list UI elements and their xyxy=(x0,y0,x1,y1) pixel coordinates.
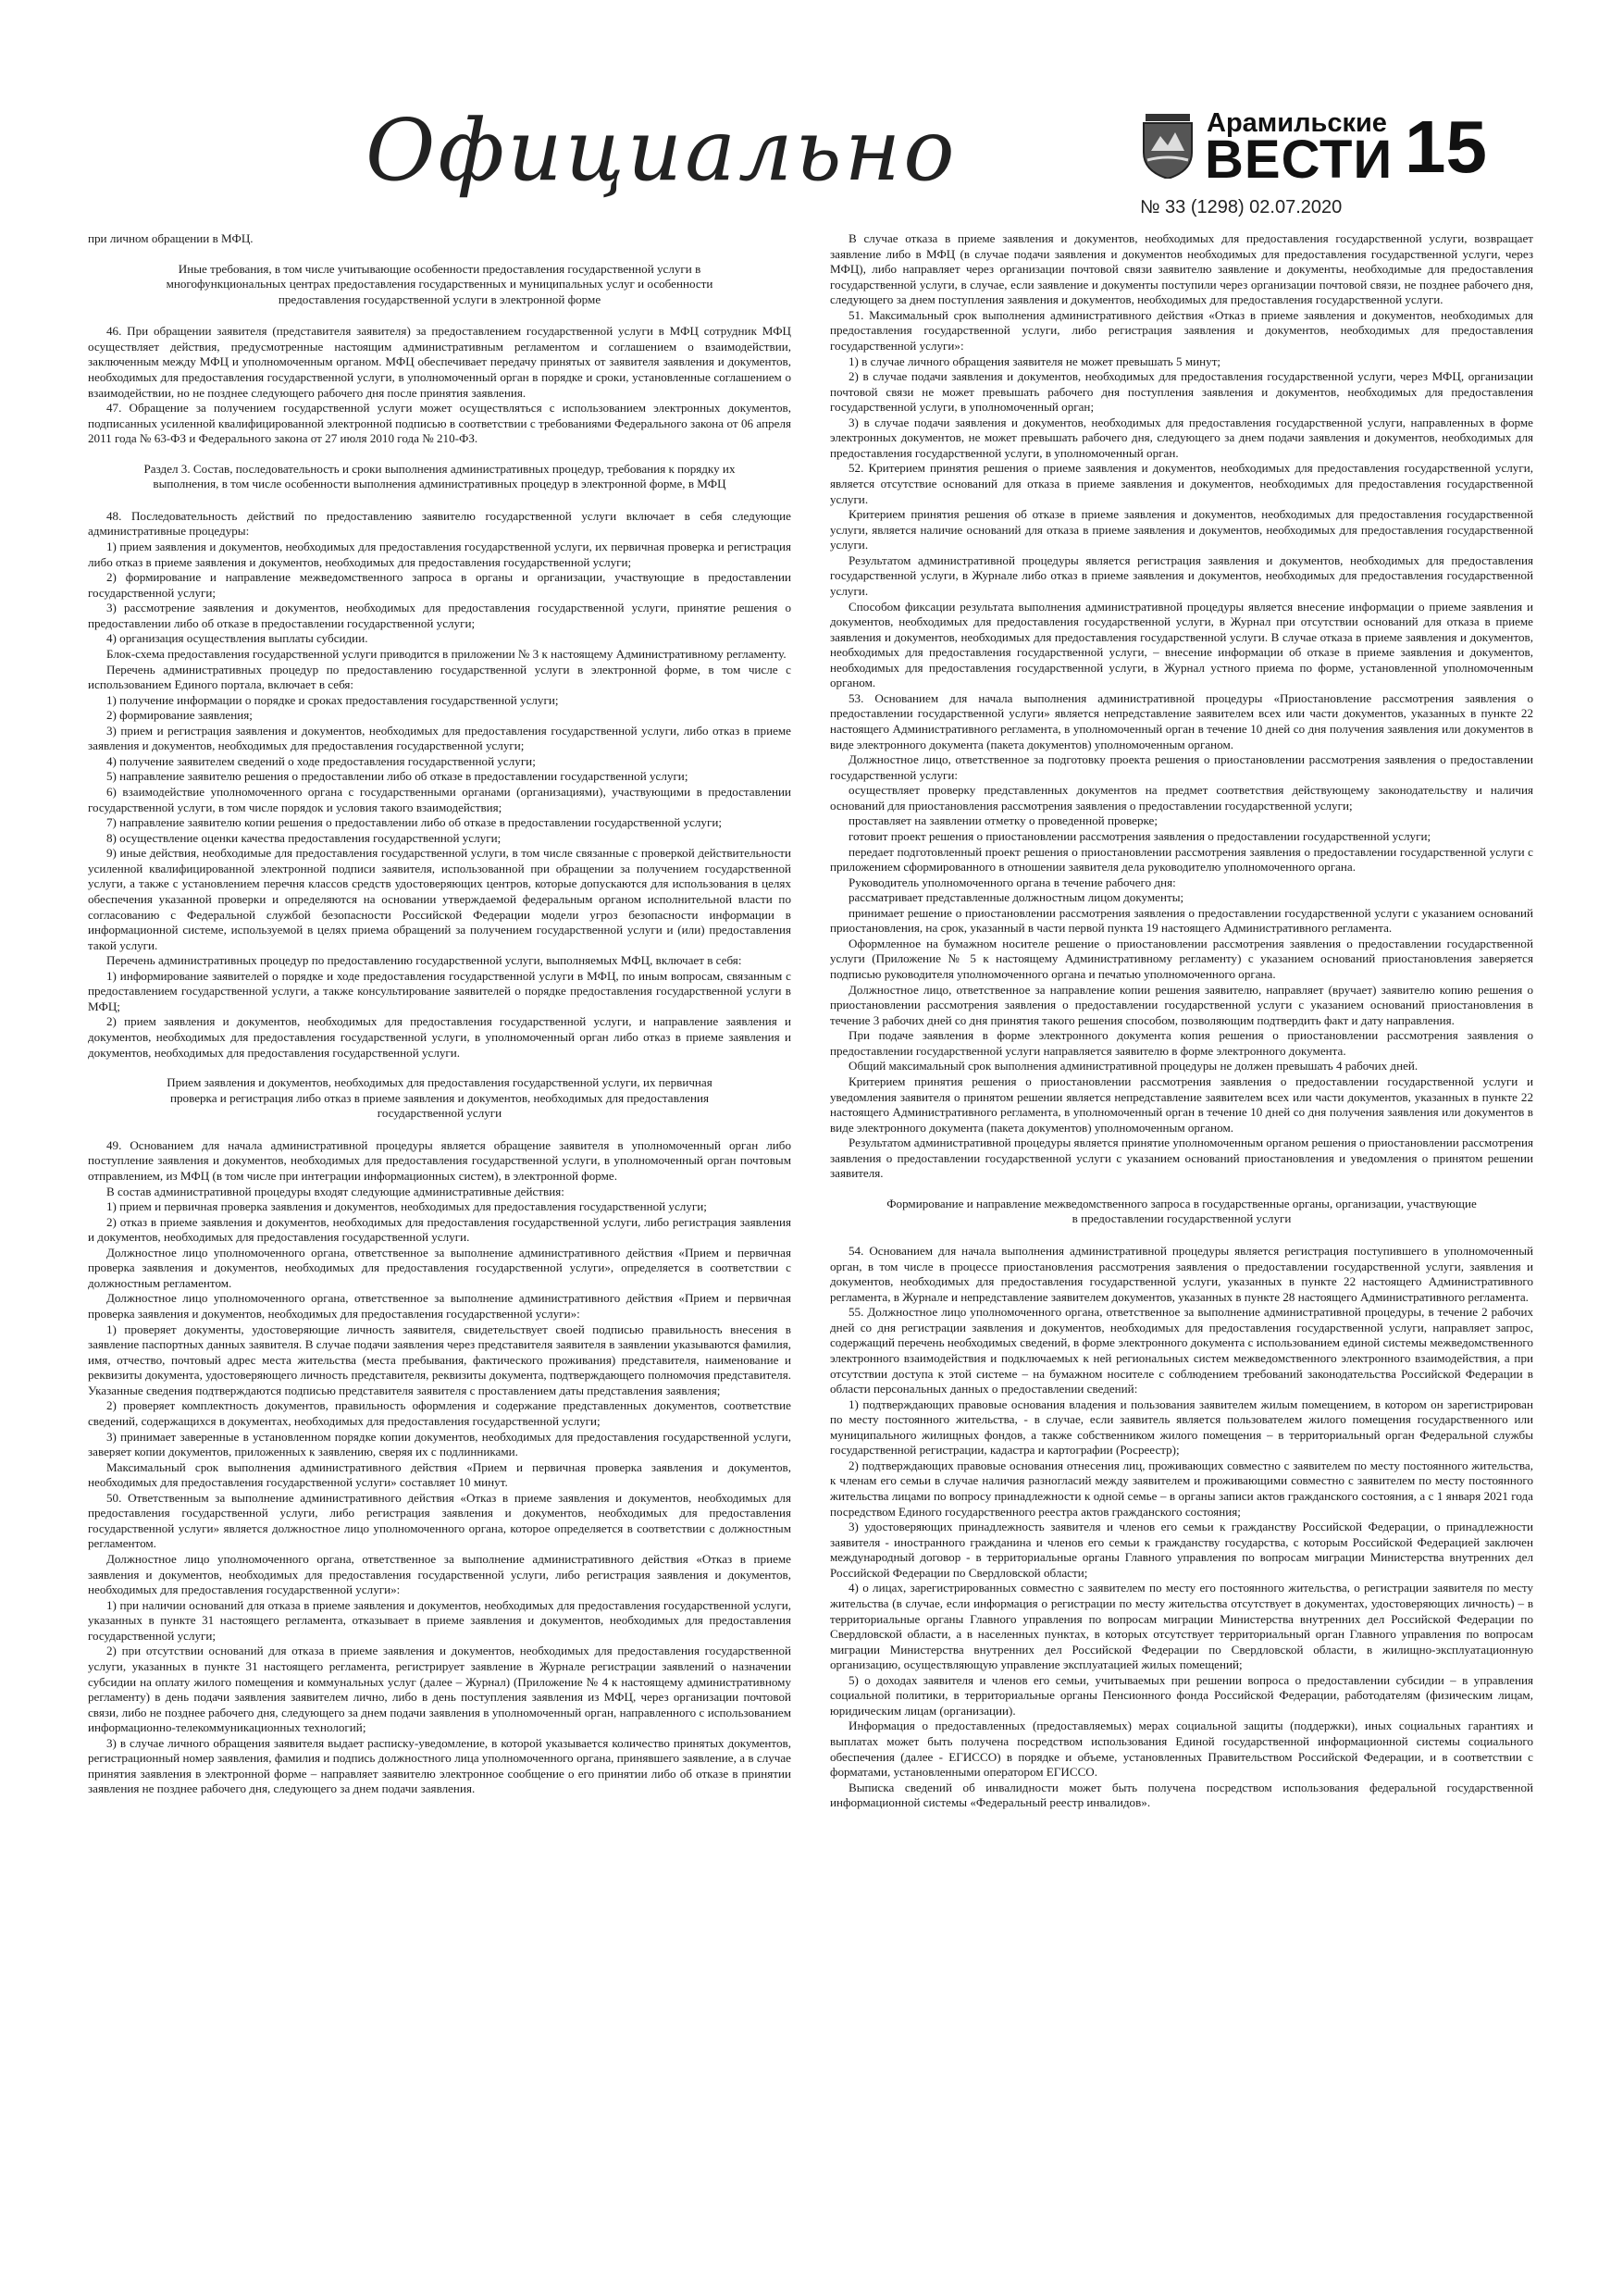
paragraph: 2) в случае подачи заявления и документов, необходимых для предоставления государственной услуги, через МФЦ, организации почтовой связи не может превышать рабочего дня поступления заявления и документов, необходимых для предоставления государственной услуги, в уполномоченный орган; xyxy=(830,369,1533,415)
section-heading: Прием заявления и документов, необходимых для предоставления государственной услуги, их первичная проверка и регистрация либо отказ в приеме заявления и документов, необходимых для предоставления государственной услуги xyxy=(167,1075,712,1121)
paragraph: 49. Основанием для начала административной процедуры является обращение заявителя в уполномоченный орган либо поступление заявления и документов, необходимых для предоставления государственной услуги, в уполномоченный орган почтовым отправлением, из МФЦ (в том числе при интеграции информационных систем), в электронной форме. xyxy=(88,1137,791,1183)
paragraph: 52. Критерием принятия решения о приеме заявления и документов, необходимых для предоставления государственной услуги, является отсутствие оснований для отказа в приеме заявления и документов, необходимых для предоставления государственной услуги. xyxy=(830,461,1533,506)
paragraph: 4) организация осуществления выплаты субсидии. xyxy=(106,631,368,646)
paragraph: Блок-схема предоставления государственной услуги приводится в приложении № 3 к настоящему Административному регламенту. xyxy=(106,646,787,661)
paragraph: 53. Основанием для начала выполнения административной процедуры «Приостановление рассмотрения заявления о предоставлении государственной услуги» является непредставление заявителем всех или части документов, указанных в пункте 22 настоящего Административного регламента, в уполномоченный орган в течение 10 дней со дня получения заявления или документов в виде электронного документа (пакета документов) уполномоченным органом. xyxy=(830,690,1533,751)
paragraph: 6) взаимодействие уполномоченного органа с государственными органами (организациями), участвующими в предоставлении государственной услуги, в том числе порядок и условия такого взаимодействия; xyxy=(88,785,791,814)
paragraph: передает подготовленный проект решения о приостановлении рассмотрения заявления о предоставлении государственной услуги с приложением сформированного в отношении заявителя дела руководителю уполномоченного органа. xyxy=(830,844,1533,875)
page-number: 15 xyxy=(1405,105,1487,188)
issue-number-date: № 33 (1298) 02.07.2020 xyxy=(1140,197,1343,217)
paragraph: 3) в случае подачи заявления и документов, необходимых для предоставления государственной услуги, направленных в форме электронных документов, не может превышать рабочего дня, следующего за днем подачи заявления и документов, необходимых для предоставления государственной услуги, в уполномоченный орган. xyxy=(830,415,1533,460)
paragraph: Результатом административной процедуры является регистрация заявления и документов, необходимых для предоставления государственной услуги, в Журнале либо отказ в приеме заявления и документов, необходимых для предоставления государственной услуги. xyxy=(830,552,1533,598)
paragraph: 2) подтверждающих правовые основания отнесения лиц, проживающих совместно с заявителем по месту постоянного жительства, к членам его семьи в случае наличия разногласий между заявителем и проживающими совместно с заявителем по месту постоянного жительства лицами по вопросу принадлежности к одной семье – в органы записи актов гражданского состояния, а с 1 января 2021 года посредством Единого государственного реестра актов гражданского состояния; xyxy=(830,1458,1533,1519)
paragraph: Должностное лицо уполномоченного органа, ответственное за выполнение административного действия «Прием и первичная проверка заявления и документов, необходимых для предоставления государственной услуги», определяется в соответствии с должностным регламентом. xyxy=(88,1245,791,1290)
paragraph: 3) в случае личного обращения заявителя выдает расписку-уведомление, в которой указывается количество принятых документов, регистрационный номер заявления, фамилия и подпись должностного лица уполномоченного органа, принявшего заявление, а в случае принятия заявления в электронной форме – направляет заявителю электронное сообщение о его принятии либо об отказе в принятии заявления не позднее рабочего дня, следующего за днем подачи заявления. xyxy=(88,1735,791,1796)
paragraph: 48. Последовательность действий по предоставлению заявителю государственной услуги включает в себя следующие административные процедуры: xyxy=(88,508,791,539)
section-heading: Иные требования, в том числе учитывающие особенности предоставления государственной услуги в многофункциональных центрах предоставления государственных и муниципальных услуг и особенности предоставления государственной услуги в электронной форме xyxy=(166,261,713,306)
paragraph: 46. При обращении заявителя (представителя заявителя) за предоставлением государственной услуги в МФЦ сотрудник МФЦ осуществляет действия, предусмотренные настоящим административным регламентом и соглашением о взаимодействии, заключенным между МФЦ и уполномоченным органом. МФЦ обеспечивает передачу принятых от заявителя заявления и документов, необходимых для предоставления государственной услуги, в уполномоченный орган в порядке и сроки, установленные соглашением о взаимодействии, но не позднее следующего рабочего дня после принятия заявления. xyxy=(88,324,791,400)
paragraph: 1) получение информации о порядке и сроках предоставления государственной услуги; xyxy=(106,692,559,707)
right-column xyxy=(830,231,1533,1811)
paragraph: Критерием принятия решения о приостановлении рассмотрения заявления о предоставлении государственной услуги и уведомления заявителя о принятом решении является непредставление заявителем всех или части документов, указанных в пункте 22 настоящего Административного регламента, в уполномоченный орган в течение 10 дней со дня получения заявления или документов в виде электронного документа (пакета документов) уполномоченным органом. xyxy=(830,1074,1533,1135)
paragraph: 1) прием заявления и документов, необходимых для предоставления государственной услуги, их первичная проверка и регистрация либо отказ в приеме заявления и документов, необходимых для предоставления государственной услуги; xyxy=(88,540,791,569)
paragraph: 50. Ответственным за выполнение административного действия «Отказ в приеме заявления и документов, необходимых для предоставления государственной услуги, либо регистрация заявления и документов, необходимых для предоставления государственной услуги» является должностное лицо уполномоченного органа, которое определяется в соответствии с должностным регламентом. xyxy=(88,1490,791,1551)
paragraph: При подаче заявления в форме электронного документа копия решения о приостановлении рассмотрения заявления о предоставлении государственной услуги направляется заявителю в форме электронного документа. xyxy=(830,1028,1533,1058)
section-heading: Формирование и направление межведомственного запроса в государственные органы, организации, участвующие в предоставлении государственной услуги xyxy=(886,1196,1477,1226)
paragraph: 3) удостоверяющих принадлежность заявителя и членов его семьи к гражданству Российской Федерации, о принадлежности заявителя - иностранного гражданина и членов его семьи к гражданству государства, с которым Российской Федерацией заключен международный договор - в территориальные органы Главного управления по вопросам миграции Министерства внутренних дел Российской Федерации по Свердловской области; xyxy=(830,1520,1533,1580)
paragraph: рассматривает представленные должностным лицом документы; xyxy=(849,890,1184,905)
paragraph: 3) принимает заверенные в установленном порядке копии документов, необходимых для предоставления государственной услуги, заверяет копии документов, приложенных к заявлению, сверяя их с подлинниками. xyxy=(88,1429,791,1459)
paragraph: Информация о предоставленных (предоставляемых) мерах социальной защиты (поддержки), иных социальных гарантиях и выплатах может быть получена посредством использования Единой государственной информационной системы социального обеспечения (далее - ЕГИССО) в порядке и объеме, установленных Правительством Российской Федерации, и в соответствии с форматами, установленными оператором ЕГИССО. xyxy=(830,1719,1533,1780)
paragraph: готовит проект решения о приостановлении рассмотрения заявления о предоставлении государственной услуги; xyxy=(849,828,1431,843)
paragraph: Руководитель уполномоченного органа в течение рабочего дня: xyxy=(849,875,1176,889)
paragraph: проставляет на заявлении отметку о проведенной проверке; xyxy=(849,813,1158,828)
paragraph: 47. Обращение за получением государственной услуги может осуществляться с использованием электронных документов, подписанных усиленной квалифицированной электронной подписью в соответствии с требованиями Федерального закона от 06 апреля 2011 года № 63-ФЗ и Федерального закона от 27 июля 2010 года № 210-ФЗ. xyxy=(88,401,791,446)
paragraph: 8) осуществление оценки качества предоставления государственной услуги; xyxy=(106,830,502,845)
paragraph: 1) при наличии оснований для отказа в приеме заявления и документов, необходимых для предоставления государственной услуги, указанных в пункте 31 настоящего регламента, отказывает в приеме заявления и документов, необходимых для предоставления государственной услуги; xyxy=(88,1597,791,1643)
paragraph: 2) формирование заявления; xyxy=(106,708,253,723)
paragraph: 9) иные действия, необходимые для предоставления государственной услуги, в том числе связанные с проверкой действительности усиленной квалифицированной электронной подписи заявителя, использованной при обращении за получением государственной услуги, а также с установлением перечня классов средств удостоверяющих центров, которые допускаются для использования в целях обеспечения указанной проверки и определяются на основании утверждаемой федеральным органом исполнительной власти по согласованию с Федеральной службой безопасности Российской Федерации модели угроз безопасности информации в информационной системе, используемой в целях приема обращений за получением государственной услуги и (или) предоставления такой услуги. xyxy=(88,846,791,952)
paragraph: Перечень административных процедур по предоставлению государственной услуги, выполняемых МФЦ, включает в себя: xyxy=(106,953,742,968)
paragraph: Должностное лицо уполномоченного органа, ответственное за выполнение административного действия «Прием и первичная проверка заявления и документов, необходимых для предоставления государственной услуги»: xyxy=(88,1291,791,1321)
section-title: Официально xyxy=(365,101,958,200)
paragraph: 51. Максимальный срок выполнения административного действия «Отказ в приеме заявления и документов, необходимых для предоставления государственной услуги, либо регистрация заявления и документов, необходимых для предоставления государственной услуги»: xyxy=(830,307,1533,353)
paragraph: 55. Должностное лицо уполномоченного органа, ответственное за выполнение административной процедуры, в течение 2 рабочих дней со дня регистрации заявления и документов, необходимых для предоставления государственной услуги, направляет запрос, содержащий перечень необходимых сведений, в форме электронного документа с использованием единой системы межведомственного электронного взаимодействия и подключаемых к ней региональных систем межведомственного электронного взаимодействия, а при отсутствии доступа к этой системе – на бумажном носителе с соблюдением требований законодательства Российской Федерации в области персональных данных о предоставлении сведений: xyxy=(830,1305,1533,1396)
paragraph: Максимальный срок выполнения административного действия «Прием и первичная проверка заявления и документов, необходимых для предоставления государственной услуги» составляет 10 минут. xyxy=(88,1459,791,1490)
brand-name-big: ВЕСТИ xyxy=(1205,130,1394,190)
paragraph: 3) рассмотрение заявления и документов, необходимых для предоставления государственной услуги, принятие решения о предоставлении либо об отказе в предоставлении государственной услуги; xyxy=(88,601,791,630)
paragraph: 1) подтверждающих правовые основания владения и пользования заявителем жилым помещением, в котором он зарегистрирован по месту постоянного жительства, - в случае, если заявитель является пользователем жилого помещения государственного или муниципального жилищных фондов, а также собственником жилого помещения – в территориальный орган Федеральной службы государственной регистрации, кадастра и картографии (Росреестр); xyxy=(830,1396,1533,1458)
paragraph: при личном обращении в МФЦ. xyxy=(88,231,254,245)
paragraph: Результатом административной процедуры является принятие уполномоченным органом решения о приостановлении рассмотрения заявления о предоставлении государственной услуги с указанием оснований приостановления и уведомления о принятом решении заявителя. xyxy=(830,1136,1533,1181)
paragraph: 5) направление заявителю решения о предоставлении либо об отказе в предоставлении государственной услуги; xyxy=(106,769,688,784)
paragraph: Критерием принятия решения об отказе в приеме заявления и документов, необходимых для предоставления государственной услуги, является наличие оснований для отказа в приеме заявления и документов, необходимых для предоставления государственной услуги. xyxy=(830,507,1533,552)
paragraph: Должностное лицо, ответственное за подготовку проекта решения о приостановлении рассмотрения заявления о предоставлении государственной услуги: xyxy=(830,752,1533,782)
paragraph: принимает решение о приостановлении рассмотрения заявления о предоставлении государственной услуги с указанием оснований приостановления, на срок, указанный в части первой пункта 19 настоящего Административного регламента. xyxy=(830,905,1533,936)
paragraph: Оформленное на бумажном носителе решение о приостановлении рассмотрения заявления о предоставлении государственной услуги (Приложение № 5 к настоящему Административному регламенту) с указанием оснований приостановления заверяется подписью руководителя уполномоченного органа и печатью уполномоченного органа. xyxy=(830,936,1533,981)
paragraph: Общий максимальный срок выполнения административной процедуры не должен превышать 4 рабочих дней. xyxy=(849,1059,1419,1074)
paragraph: Должностное лицо, ответственное за направление копии решения заявителю, направляет (вручает) заявителю копию решения о приостановлении рассмотрения заявления о предоставлении государственной услуги с указанием оснований приостановления в течение 3 рабочих дней со дня принятия такого решения способом, позволяющим подтвердить факт и дату направления. xyxy=(830,982,1533,1027)
paragraph: 2) прием заявления и документов, необходимых для предоставления государственной услуги, и направление заявления и документов, необходимых для предоставления государственной услуги, в уполномоченный орган либо отказ в приеме заявления и документов, необходимых для предоставления государственной услуги. xyxy=(88,1014,791,1060)
paragraph: Перечень административных процедур по предоставлению государственной услуги в электронной форме, в том числе с использованием Единого портала, включает в себя: xyxy=(88,662,791,692)
paragraph: 3) прием и регистрация заявления и документов, необходимых для предоставления государственной услуги, либо отказ в приеме заявления и документов, необходимых для предоставления государственной услуги; xyxy=(88,723,791,753)
paragraph: 1) информирование заявителей о порядке и ходе предоставления государственной услуги в МФЦ, по иным вопросам, связанным с предоставлением государственной услуги, а также консультирование заявителей о порядке предоставления государственной услуги в МФЦ; xyxy=(88,968,791,1013)
paragraph: Выписка сведений об инвалидности может быть получена посредством использования федеральной государственной информационной системы «Федеральный реестр инвалидов». xyxy=(830,1780,1533,1810)
left-column xyxy=(88,231,791,1797)
paragraph: 54. Основанием для начала выполнения административной процедуры является регистрация поступившего в уполномоченный орган, в том числе в процессе приостановления рассмотрения заявления о предоставлении государственной услуги, заявления и документов, необходимых для предоставления государственной услуги, указанных в пункте 22 настоящего Административного регламента, в Журнале и непредставление заявителем документов, указанных в пункте 28 настоящего Административного регламента. xyxy=(830,1244,1533,1304)
paragraph: В случае отказа в приеме заявления и документов, необходимых для предоставления государственной услуги, возвращает заявление либо в МФЦ (в случае подачи заявления и документов необходимых для предоставления государственной услуги, через МФЦ), либо направляет через организации почтовой связи заявителю заявление и документы, необходимые для предоставления государственной услуги, в случае, если заявление и документы поступили через организации почтовой связи, не позднее рабочего дня, следующего за днем поступления заявления и документов, необходимых для предоставления государственной услуги. xyxy=(830,231,1533,307)
paragraph: осуществляет проверку представленных документов на предмет соответствия действующему законодательству и наличия оснований для приостановления рассмотрения заявления о предоставлении государственной услуги; xyxy=(830,783,1533,813)
coat-of-arms-icon xyxy=(1140,114,1196,179)
paragraph: В состав административной процедуры входят следующие административные действия: xyxy=(106,1184,564,1198)
paragraph: 2) формирование и направление межведомственного запроса в органы и организации, участвующие в предоставлении государственной услуги; xyxy=(88,570,791,600)
page-header xyxy=(83,88,1545,217)
paragraph: 1) проверяет документы, удостоверяющие личность заявителя, свидетельствует своей подписью правильность внесения в заявление паспортных данных заявителя. В случае подачи заявления через представителя заявителя в заявлении указываются фамилия, имя, отчество, почтовый адрес места жительства (места пребывания, фактического проживания) представителя, наименование и реквизиты документа, удостоверяющего личность представителя, реквизиты документа, подтверждающего полномочия представителя. Указанные сведения подтверждаются подписью представителя заявителя с проставлением даты представления заявления; xyxy=(88,1322,791,1397)
paragraph: 1) в случае личного обращения заявителя не может превышать 5 минут; xyxy=(849,354,1221,368)
section-heading: Раздел 3. Состав, последовательность и сроки выполнения административных процедур, требования к порядку их выполнения, в том числе особенности выполнения административных процедур в электронной форме, в МФЦ xyxy=(143,461,736,491)
brand-name-small: Арамильские xyxy=(1207,108,1387,138)
paragraph: Способом фиксации результата выполнения административной процедуры является внесение информации о приеме заявления и документов, необходимых для предоставления государственной услуги, в Журнал при отсутствии оснований для отказа в приеме заявления и документов, необходимых для предоставления государственной услуги. В случае отказа в приеме заявления и документов, необходимых для предоставления государственной услуги, – внесение информации об отказе в приеме заявления и документов, необходимых для предоставления государственной услуги, в Журнал устного приема по форме, установленной уполномоченным органом. xyxy=(830,599,1533,690)
paragraph: 2) при отсутствии оснований для отказа в приеме заявления и документов, необходимых для предоставления государственной услуги, указанных в пункте 31 настоящего регламента, регистрирует заявление в Журнале регистрации заявлений о назначении субсидии на оплату жилого помещения и коммунальных услуг (далее – Журнал) (Приложение № 4 к настоящему административному регламенту) в день подачи заявления заявителем лично, либо в день поступления заявления из МФЦ, через организации почтовой связи, либо не позднее рабочего дня, следующего за днем подачи заявления в уполномоченный орган, направленного с использованием информационно-телекоммуникационных технологий; xyxy=(88,1644,791,1735)
paragraph: 4) получение заявителем сведений о ходе предоставления государственной услуги; xyxy=(106,753,536,768)
paragraph: 5) о доходах заявителя и членов его семьи, учитываемых при решении вопроса о предоставлении субсидии – в управления социальной политики, в территориальные органы Пенсионного фонда Российской Федерации, работодателям (физическим лицам, юридическим лицам (организации). xyxy=(830,1672,1533,1718)
paragraph: Должностное лицо уполномоченного органа, ответственное за выполнение административного действия «Отказ в приеме заявления и документов, необходимых для предоставления государственной услуги, либо регистрация заявления и документов, необходимых для предоставления государственной услуги»: xyxy=(88,1552,791,1597)
paragraph: 2) проверяет комплектность документов, правильность оформления и содержание представленных документов, соответствие сведений, содержащихся в документах, необходимых для предоставления государственной услуги; xyxy=(88,1398,791,1428)
paragraph: 1) прием и первичная проверка заявления и документов, необходимых для предоставления государственной услуги; xyxy=(106,1199,707,1214)
paragraph: 2) отказ в приеме заявления и документов, необходимых для предоставления государственной услуги, либо регистрация заявления и документов, необходимых для предоставления государственной услуги. xyxy=(88,1214,791,1245)
paragraph: 4) о лицах, зарегистрированных совместно с заявителем по месту его постоянного жительства, о регистрации заявителя по месту жительства (в случае, если информация о регистрации по месту жительства отсутствует в документах, удостоверяющих личность) – в территориальные органы Главного управления по вопросам миграции Министерства внутренних дел Российской Федерации по Свердловской области, а в населенных пунктах, в которых отсутствует территориальный орган Главного управления по вопросам миграции Министерства внутренних дел Российской Федерации по Свердловской области, в жилищно-эксплуатационную организацию, осуществляющую управление эксплуатацией жилых помещений; xyxy=(830,1581,1533,1672)
paragraph: 7) направление заявителю копии решения о предоставлении либо об отказе в предоставлении государственной услуги; xyxy=(106,815,722,830)
